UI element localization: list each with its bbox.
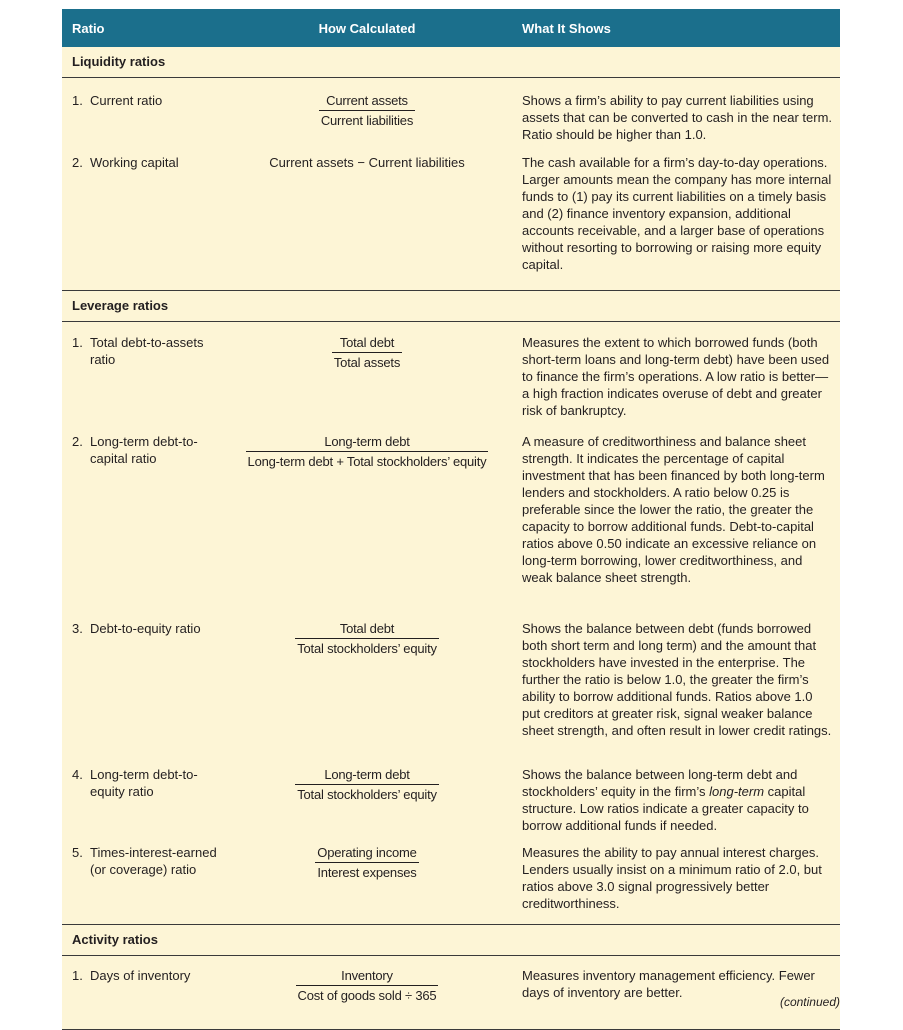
formula-denominator: Total stockholders’ equity: [297, 787, 437, 802]
table-row: [62, 78, 840, 154]
ratio-name: Working capital: [90, 155, 179, 170]
ratio-name: Current ratio: [90, 93, 163, 108]
section-heading-leverage: Leverage ratios: [62, 290, 840, 322]
formula-fraction: [319, 92, 415, 154]
formula-numerator: Long-term debt: [324, 434, 410, 449]
formula-denominator: Long-term debt + Total stockholders’ equity: [247, 454, 487, 469]
table-row: [62, 844, 840, 924]
formula-denominator: Total stockholders’ equity: [297, 641, 437, 656]
ratio-description: Measures inventory management efficiency. Fewer days of inventory are better.: [522, 968, 815, 1000]
row-number: 1.: [72, 335, 83, 350]
formula-denominator: Total assets: [333, 355, 401, 370]
header-how-calculated: How Calculated: [318, 20, 416, 36]
formula-numerator: Long-term debt: [324, 767, 410, 782]
ratio-description: Shows a firm’s ability to pay current liabilities using assets that can be converted to cash in the near term. Ratio should be higher than 1.0.: [522, 93, 833, 142]
ratio-name: Total debt-to-assets ratio: [90, 335, 204, 367]
formula-fraction: [296, 967, 439, 1029]
continued-note: (continued): [779, 995, 840, 1009]
formula-fraction: [246, 433, 489, 620]
table-row: [62, 766, 840, 844]
fraction-bar: [296, 985, 439, 986]
table-header: [62, 9, 840, 47]
formula-denominator: Interest expenses: [317, 865, 417, 880]
ratio-description: Shows the balance between debt (funds borrowed both short term and long term) and the amount that stockholders have invested in the enterprise. The further the ratio is below 1.0, the greater the firm’s ability to borrow additional funds. Ratios above 1.0 put creditors at greater risk, signal weaker balance sheet strength, and often result in lower credit ratings.: [522, 621, 832, 738]
ratio-description: The cash available for a firm’s day-to-day operations. Larger amounts mean the company has more internal funds to (1) pay its current liabilities on a timely basis and (2) finance inventory expansion, additional accounts receivable, and a larger base of operations without resorting to borrowing or raising more equity capital.: [522, 155, 832, 272]
fraction-bar: [315, 862, 418, 863]
ratio-name: Times-interest-earned (or coverage) ratio: [90, 845, 217, 877]
ratio-description: Measures the ability to pay annual interest charges. Lenders usually insist on a minimum ratio of 2.0, but ratios above 3.0 signal progressively better creditworthiness.: [522, 845, 822, 911]
table-row: [62, 433, 840, 620]
formula-text: Current assets − Current liabilities: [269, 155, 465, 170]
financial-ratios-table: [62, 9, 840, 1030]
table-row: [62, 322, 840, 433]
table-row: [62, 154, 840, 290]
fraction-bar: [319, 110, 415, 111]
section-heading-activity: Activity ratios: [62, 924, 840, 956]
formula-numerator: Inventory: [341, 968, 393, 983]
formula-fraction: [332, 334, 402, 433]
ratio-description: Measures the extent to which borrowed funds (both short-term loans and long-term debt) have been used to finance the firm’s operations. A low ratio is better—a high fraction indicates overuse of debt and greater risk of bankruptcy.: [522, 335, 830, 418]
ratio-name: Long-term debt-to-equity ratio: [90, 767, 198, 799]
ratio-name: Debt-to-equity ratio: [90, 621, 201, 636]
header-ratio: Ratio: [72, 20, 105, 36]
formula-numerator: Total debt: [339, 621, 395, 636]
table-row: [62, 956, 840, 1029]
fraction-bar: [332, 352, 402, 353]
row-number: 4.: [72, 767, 83, 782]
ratio-description: Shows the balance between long-term debt and stockholders’ equity in the firm’s long-term capital structure. Low ratios indicate a greater capacity to borrow additional funds if needed.: [522, 767, 809, 833]
fraction-bar: [295, 784, 439, 785]
row-number: 1.: [72, 93, 83, 108]
table-row: [62, 620, 840, 766]
row-number: 3.: [72, 621, 83, 636]
ratio-name: Long-term debt-to-capital ratio: [90, 434, 198, 466]
header-what-it-shows: What It Shows: [522, 20, 611, 36]
row-number: 1.: [72, 968, 83, 983]
formula-fraction: [315, 844, 418, 924]
formula-numerator: Current assets: [326, 93, 408, 108]
formula-denominator: Current liabilities: [320, 113, 414, 128]
ratio-name: Days of inventory: [90, 968, 191, 983]
table-body: [62, 47, 840, 1029]
ratio-description: A measure of creditworthiness and balance sheet strength. It indicates the percentage of capital investment that has been financed by both long-term lenders and stockholders. A ratio below 0.25 is preferable since the lower the ratio, the greater the capacity to borrow additional funds. Debt-to-capital ratios above 0.50 indicate an excessive reliance on long-term borrowing, lower creditworthiness, and weak balance sheet strength.: [522, 434, 825, 585]
row-number: 5.: [72, 845, 83, 860]
row-number: 2.: [72, 434, 83, 449]
fraction-bar: [295, 638, 439, 639]
section-heading-liquidity: Liquidity ratios: [62, 47, 840, 78]
row-number: 2.: [72, 155, 83, 170]
formula-numerator: Operating income: [317, 845, 417, 860]
formula-fraction: [295, 766, 439, 844]
formula-denominator: Cost of goods sold ÷ 365: [297, 988, 437, 1003]
fraction-bar: [246, 451, 489, 452]
formula-numerator: Total debt: [339, 335, 395, 350]
formula-fraction: [295, 620, 439, 766]
